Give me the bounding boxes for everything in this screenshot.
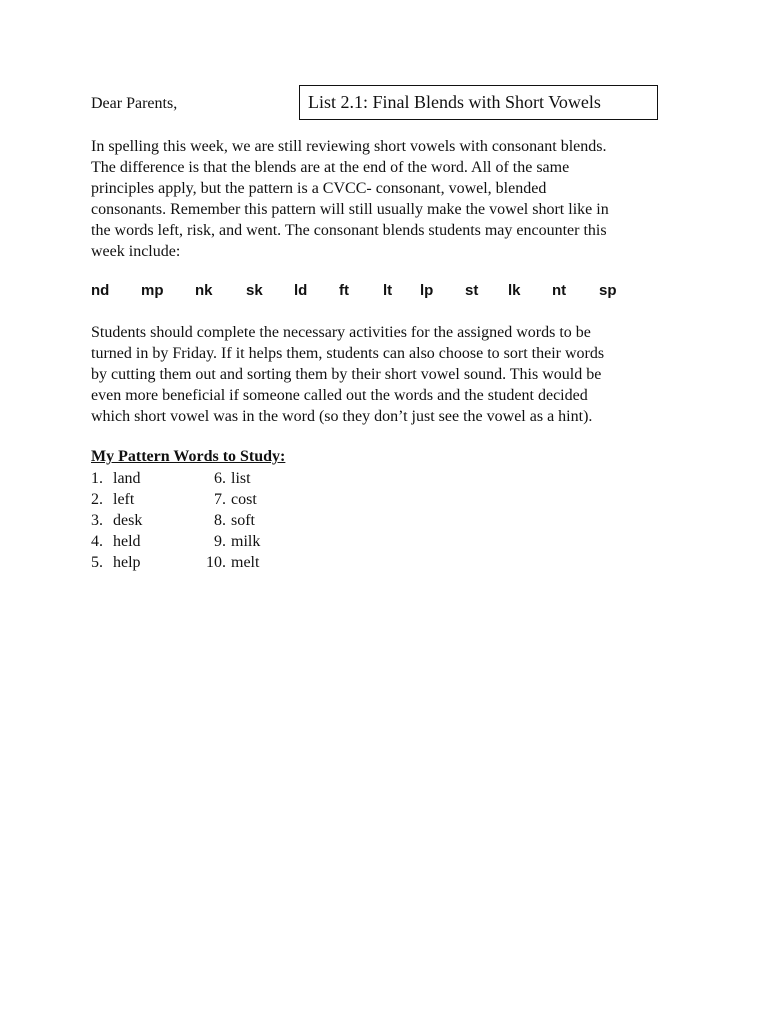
word-text: land [113,470,141,487]
word-number: 4. [91,533,103,550]
paragraph-line: by cutting them out and sorting them by their short vowel sound. This would be [91,366,602,383]
word-list-row [0,489,400,510]
word-text: left [113,491,135,508]
word-text: help [113,554,141,571]
paragraph-line: even more beneficial if someone called out the words and the student decided [91,387,588,404]
word-list-row [0,552,400,573]
word-text: desk [113,512,143,529]
word-number: 2. [91,491,103,508]
word-text: list [231,470,251,487]
word-number: 6. [214,470,226,487]
word-text: cost [231,491,257,508]
paragraph-line: consonants. Remember this pattern will still usually make the vowel short like in [91,201,609,218]
blend-item: ld [294,282,308,299]
paragraph-line: the words left, risk, and went. The consonant blends students may encounter this [91,222,607,239]
list-title-box [299,85,658,120]
word-number: 10. [206,554,226,571]
word-number: 8. [214,512,226,529]
paragraph-line: The difference is that the blends are at the end of the word. All of the same [91,159,570,176]
list-title: List 2.1: Final Blends with Short Vowels [308,92,601,112]
word-list-row [0,510,400,531]
blend-item: lt [383,282,393,299]
instructions-paragraph [91,322,691,427]
word-number: 5. [91,554,103,571]
word-number: 3. [91,512,103,529]
blend-item: sp [599,282,617,299]
paragraph-line: principles apply, but the pattern is a CVCC- consonant, vowel, blended [91,180,547,197]
greeting: Dear Parents, [91,95,178,112]
word-number: 7. [214,491,226,508]
blend-item: st [465,282,479,299]
paragraph-line: turned in by Friday. If it helps them, students can also choose to sort their words [91,345,605,362]
word-text: held [113,533,141,550]
paragraph-line: which short vowel was in the word (so they don’t just see the vowel as a hint). [91,408,593,425]
blend-item: nt [552,282,567,299]
word-text: soft [231,512,255,529]
blend-item: nd [91,282,110,299]
blend-item: sk [246,282,263,299]
word-list-row [0,531,400,552]
word-number: 1. [91,470,103,487]
blend-item: lk [508,282,521,299]
word-list-heading: My Pattern Words to Study: [91,448,286,465]
blends-row [0,282,768,302]
blend-item: nk [195,282,213,299]
paragraph-line: Students should complete the necessary activities for the assigned words to be [91,324,591,341]
word-list [0,468,400,573]
paragraph-line: In spelling this week, we are still reviewing short vowels with consonant blends. [91,138,607,155]
intro-paragraph [91,136,691,262]
word-text: melt [231,554,260,571]
blend-item: lp [420,282,434,299]
word-number: 9. [214,533,226,550]
word-list-row [0,468,400,489]
paragraph-line: week include: [91,243,181,260]
blend-item: mp [141,282,164,299]
word-text: milk [231,533,261,550]
blend-item: ft [339,282,349,299]
